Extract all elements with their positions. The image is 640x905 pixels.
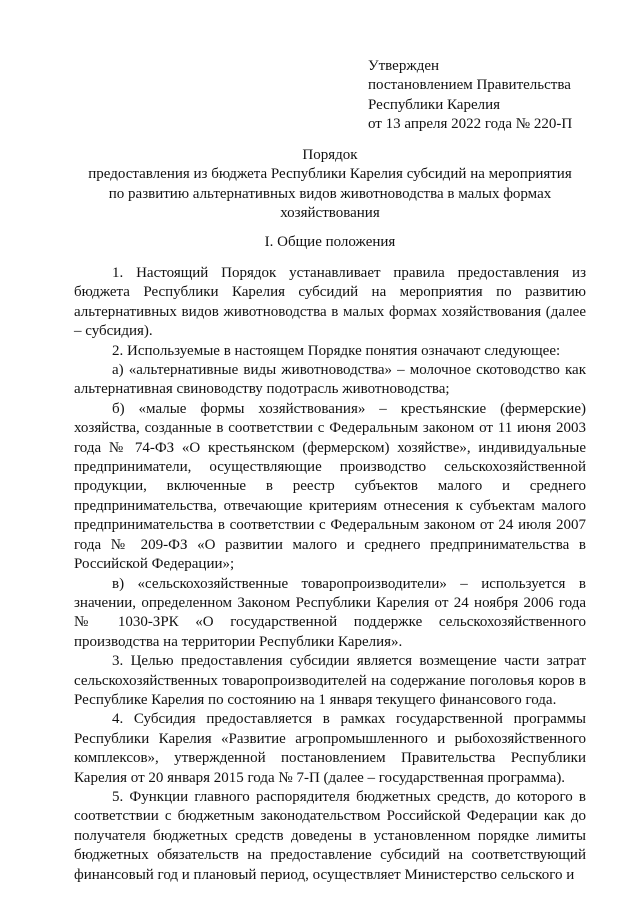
document-body xyxy=(74,264,586,885)
title-line-2: предоставления из бюджета Республики Карелия субсидий на мероприятия xyxy=(88,166,572,183)
paragraph-5: 5. Функции главного распорядителя бюджетных средств, до которого в соответствии с бюджетным законодательством Российской Федерации как до получателя бюджетных средств доведены в установленном порядке лимиты бюджетных обязательств на предоставление субсидий на соответствующий финансовый год и плановый период, осуществляет Министерство сельского и xyxy=(74,788,586,883)
document-title xyxy=(60,146,600,224)
approval-line-3: Республики Карелия xyxy=(368,96,501,113)
paragraph-2: 2. Используемые в настоящем Порядке понятия означают следующее: xyxy=(112,342,561,359)
approval-line-4: от 13 апреля 2022 года № 220-П xyxy=(368,116,573,133)
approval-line-2: постановлением Правительства xyxy=(368,77,571,94)
paragraph-3: 3. Целью предоставления субсидии является возмещение части затрат сельскохозяйственных товаропроизводителей на содержание поголовья коров в Республике Карелия по состоянию на 1 января текущего финансового года. xyxy=(74,653,586,708)
paragraph-2b: б) «малые формы хозяйствования» – крестьянские (фермерские) хозяйства, созданные в соответствии с Федеральным законом от 11 июня 2003 года № 74-ФЗ «О крестьянском (фермерском) хозяйстве», индивидуальные предприниматели, осуществляющие производство сельскохозяйственной продукции, включенные в реестр субъектов малого и среднего предпринимательства, отвечающие критериям отнесения к субъектам малого предпринимательства в соответствии с Федеральным законом от 24 июля 2007 года № 209-ФЗ «О развитии малого и среднего предпринимательства в Российской Федерации»; xyxy=(74,400,586,573)
section-heading: I. Общие положения xyxy=(264,234,396,250)
title-line-3: по развитию альтернативных видов животноводства в малых формах xyxy=(108,185,552,202)
approval-line-1: Утвержден xyxy=(368,58,440,74)
paragraph-2a: а) «альтернативные виды животноводства» – молочное скотоводство как альтернативная свиноводству подотрасль животноводства; xyxy=(74,362,586,398)
paragraph-2c: в) «сельскохозяйственные товаропроизводители» – используется в значении, определенном Законом Республики Карелия от 24 ноября 2006 года № 1030-ЗРК «О государственной поддержке сельскохозяйственного производства на территории Республики Карелия». xyxy=(74,575,586,650)
title-line-1: Порядок xyxy=(302,147,358,163)
approval-stamp xyxy=(368,57,618,135)
title-line-4: хозяйствования xyxy=(280,205,380,222)
paragraph-4: 4. Субсидия предоставляется в рамках государственной программы Республики Карелия «Развитие агропромышленного и рыбохозяйственного комплексов», утвержденной постановлением Правительства Республики Карелия от 20 января 2015 года № 7-П (далее – государственная программа). xyxy=(74,711,586,786)
paragraph-1: 1. Настоящий Порядок устанавливает правила предоставления из бюджета Республики Карелия субсидий на мероприятия по развитию альтернативных видов животноводства в малых формах хозяйствования (далее – субсидия). xyxy=(74,265,586,340)
